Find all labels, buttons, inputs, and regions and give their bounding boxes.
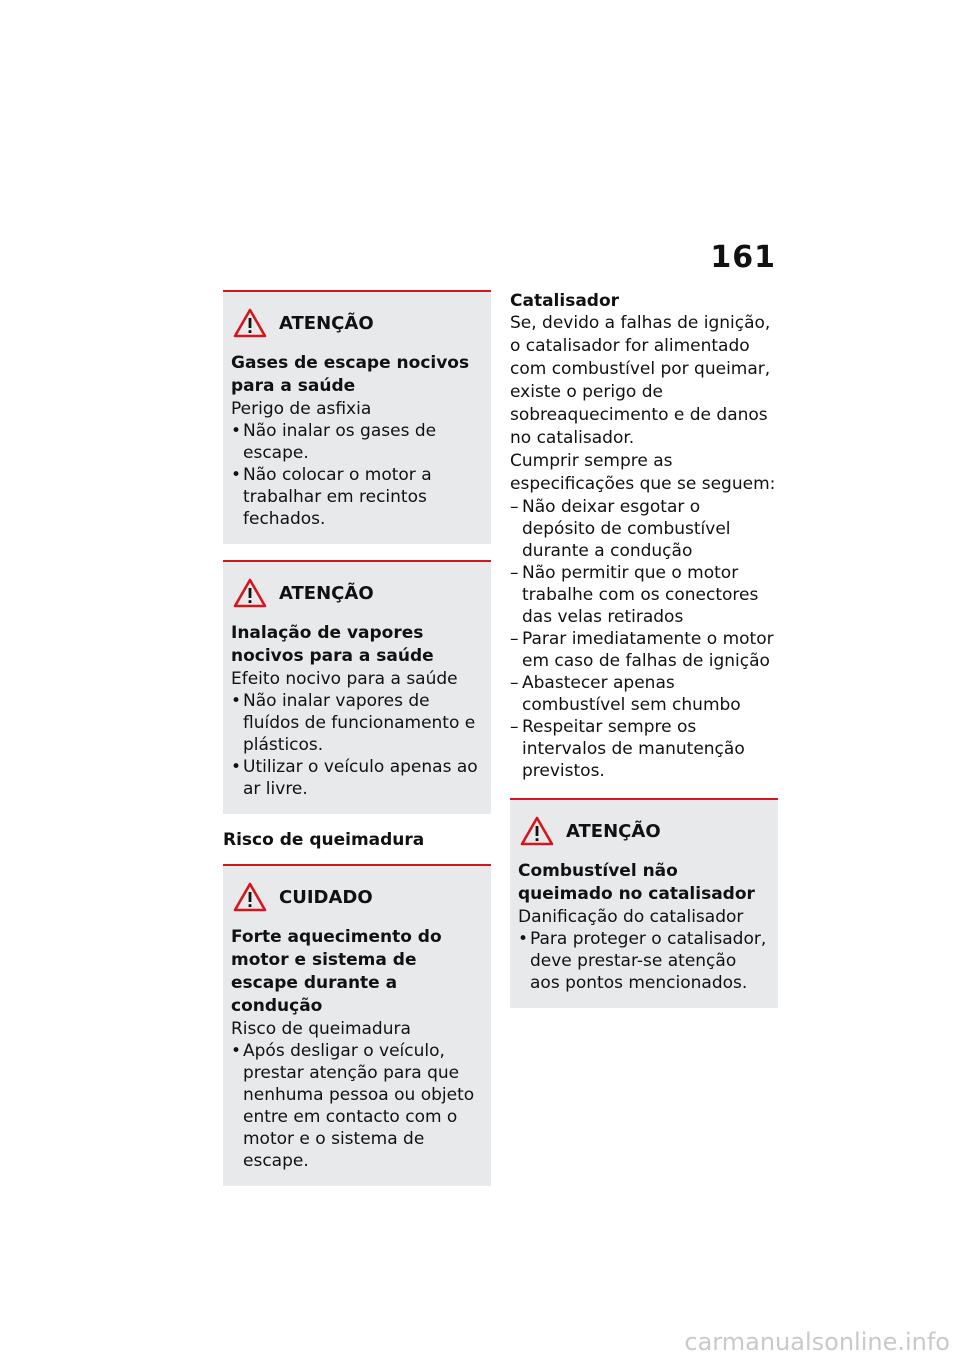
notice-title: Gases de escape nocivos para a saúde — [231, 353, 470, 396]
list-item: – Respeitar sempre os intervalos de manutenção previstos. — [510, 716, 778, 782]
list-item: • Não inalar vapores de fluídos de funcionamento e plásticos. — [231, 690, 483, 756]
list-item: – Não deixar esgotar o depósito de combustível durante a condução — [510, 496, 778, 562]
notice-bullet-list — [518, 928, 770, 994]
paragraph: Se, devido a falhas de ignição, o catalisador for alimentado com combustível por queimar, existe o perigo de sobreaquecimento e de danos no catalisador. — [510, 313, 771, 448]
list-item: • Não colocar o motor a trabalhar em recintos fechados. — [231, 464, 483, 530]
page-number: 161 — [710, 240, 776, 275]
warning-triangle-icon — [233, 882, 267, 912]
warning-notice-exhaust — [223, 290, 491, 544]
notice-subtitle: Danificação do catalisador — [518, 907, 744, 927]
list-item: • Para proteger o catalisador, deve prestar-se atenção aos pontos mencionados. — [518, 928, 770, 994]
list-item: • Após desligar o veículo, prestar atenção para que nenhuma pessoa ou objeto entre em contacto com o motor e o sistema de escape. — [231, 1040, 483, 1172]
dash-list — [510, 496, 778, 782]
notice-title: Forte aquecimento do motor e sistema de escape durante a condução — [231, 927, 442, 1016]
warning-notice-vapours — [223, 560, 491, 814]
section-heading: Risco de queimadura — [223, 830, 425, 850]
right-column — [510, 290, 778, 1024]
notice-bullet-list — [231, 690, 483, 800]
list-item: – Não permitir que o motor trabalhe com os conectores das velas retirados — [510, 562, 778, 628]
warning-triangle-icon — [520, 816, 554, 846]
notice-title: Combustível não queimado no catalisador — [518, 861, 755, 904]
notice-subtitle: Risco de queimadura — [231, 1019, 411, 1039]
notice-subtitle: Efeito nocivo para a saúde — [231, 669, 458, 689]
caution-notice-burn — [223, 864, 491, 1186]
paragraph: Cumprir sempre as especificações que se seguem: — [510, 451, 776, 494]
section-heading: Catalisador — [510, 291, 620, 311]
notice-label: ATENÇÃO — [279, 312, 374, 334]
warning-triangle-icon — [233, 308, 267, 338]
notice-bullet-list — [231, 420, 483, 530]
warning-triangle-icon — [233, 578, 267, 608]
left-column — [223, 290, 491, 1202]
notice-label: ATENÇÃO — [566, 820, 661, 842]
list-item: – Abastecer apenas combustível sem chumbo — [510, 672, 778, 716]
list-item: – Parar imediatamente o motor em caso de falhas de ignição — [510, 628, 778, 672]
watermark: carmanualsonline.info — [684, 1328, 950, 1356]
list-item: • Utilizar o veículo apenas ao ar livre. — [231, 756, 483, 800]
notice-bullet-list — [231, 1040, 483, 1172]
warning-notice-catalyst — [510, 798, 778, 1008]
notice-subtitle: Perigo de asfixia — [231, 399, 372, 419]
notice-title: Inalação de vapores nocivos para a saúde — [231, 623, 434, 666]
notice-label: CUIDADO — [279, 886, 373, 908]
list-item: • Não inalar os gases de escape. — [231, 420, 483, 464]
notice-label: ATENÇÃO — [279, 582, 374, 604]
